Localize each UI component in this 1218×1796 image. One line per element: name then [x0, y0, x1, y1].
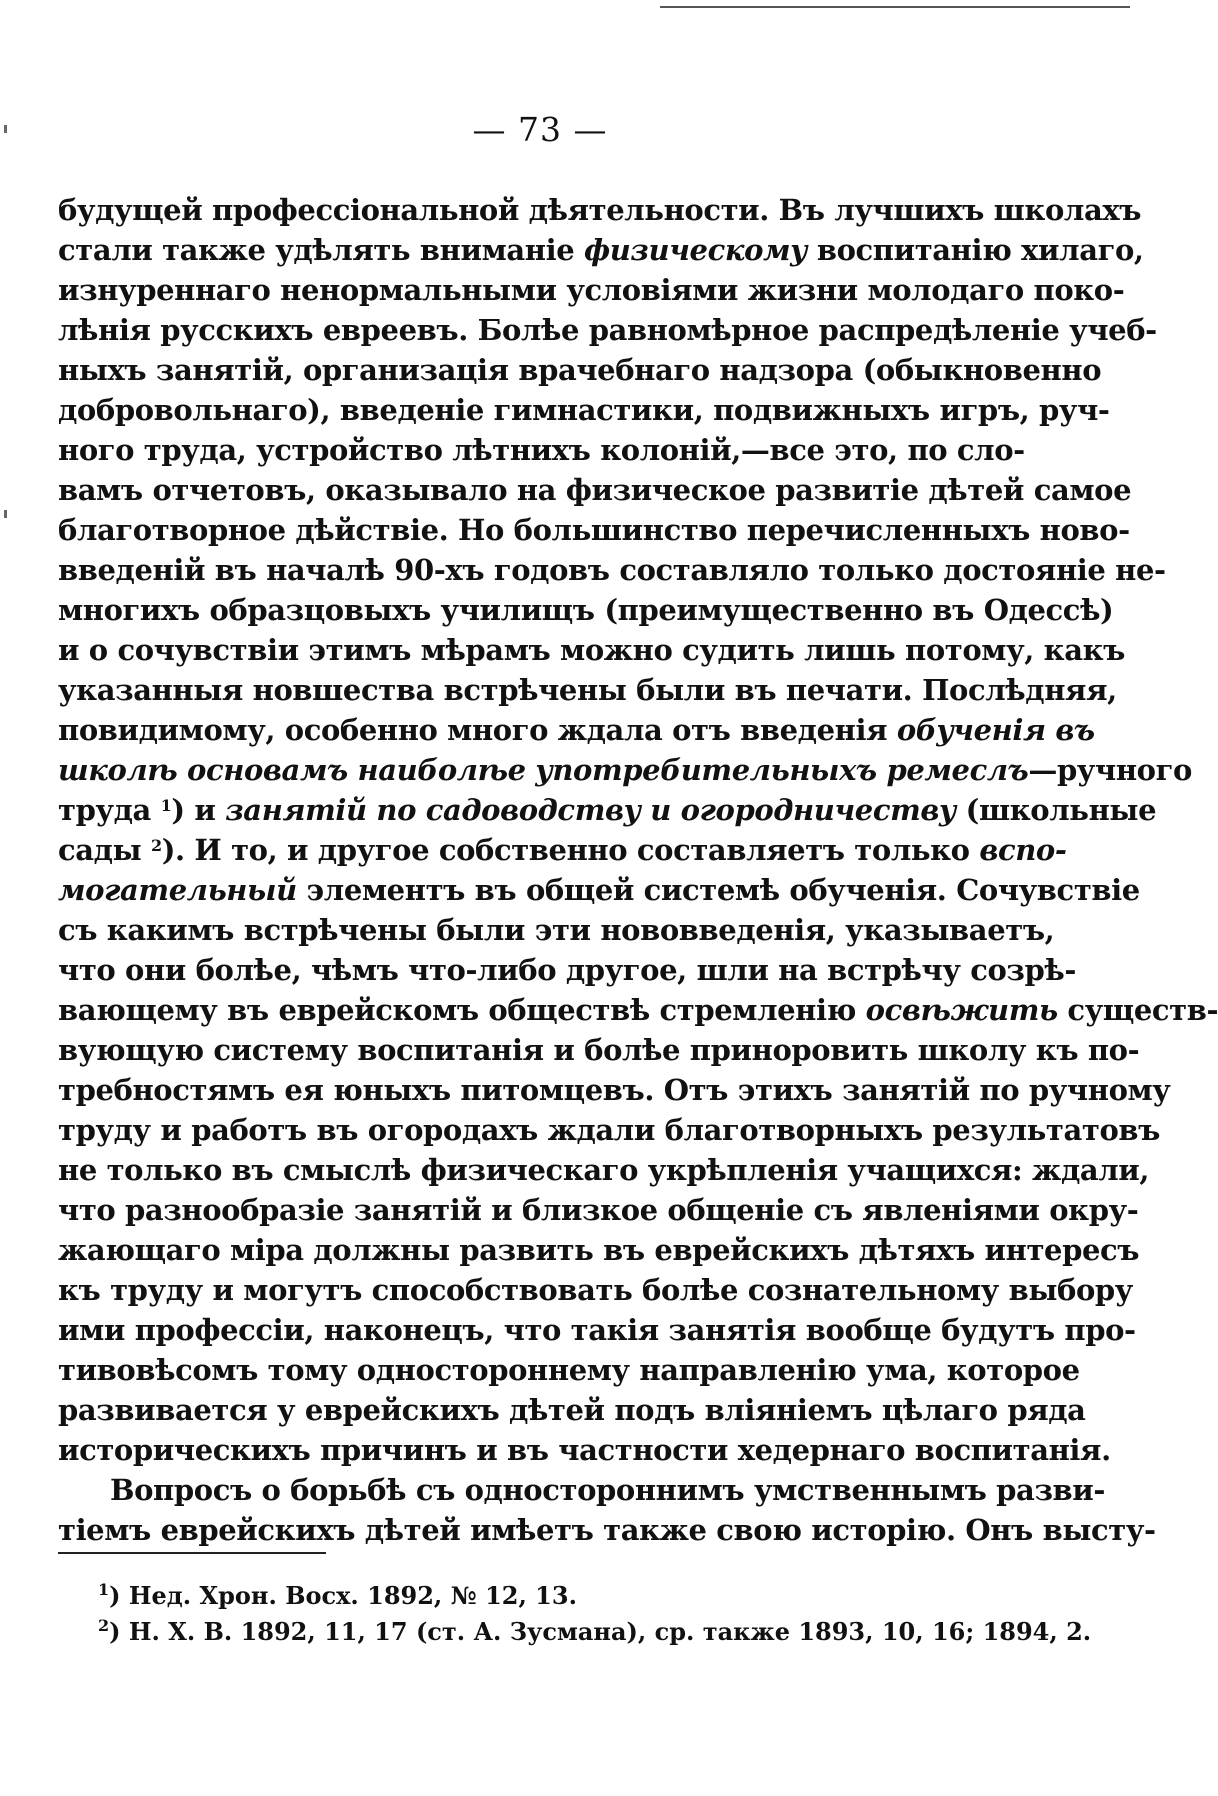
text-span: жающаго міра должны развить въ еврейскихъ дѣтяхъ интересъ: [58, 1233, 1140, 1267]
footnote-text: ) Н. Х. В. 1892, 11, 17 (ст. А. Зусмана), ср. также 1893, 10, 16; 1894, 2.: [109, 1617, 1092, 1646]
text-span: и о сочувствіи этимъ мѣрамъ можно судить лишь потому, какъ: [58, 633, 1125, 667]
text-span: будущей профессіональной дѣятельности. Въ лучшихъ школахъ: [58, 193, 1142, 227]
text-line: [58, 950, 1077, 990]
text-line: [58, 1070, 1171, 1110]
italic-text: занятій по садоводству и огородничеству: [225, 793, 956, 827]
text-span: историческихъ причинъ и въ частности хедернаго воспитанія.: [58, 1433, 1111, 1467]
text-span: повидимому, особенно много ждала отъ введенія: [58, 713, 897, 747]
text-line: [58, 750, 1192, 790]
text-line: [58, 510, 1130, 550]
footnotes: [98, 1578, 1092, 1650]
text-line: [58, 1110, 1161, 1150]
text-line: [58, 1230, 1140, 1270]
text-span: введеній въ началѣ 90-хъ годовъ составляло только достояніе не-: [58, 553, 1166, 587]
italic-text: вспо-: [979, 833, 1067, 867]
text-line: [58, 430, 1025, 470]
text-span: ). И то, и другое собственно составляетъ только: [161, 833, 980, 867]
text-span: (школьные: [955, 793, 1157, 827]
text-line: [58, 310, 1157, 350]
text-line: [58, 390, 1110, 430]
text-line: [58, 1150, 1150, 1190]
text-line: [58, 550, 1166, 590]
footnote-text: ) Нед. Хрон. Восх. 1892, № 12, 13.: [109, 1581, 577, 1610]
text-span: элементъ въ общей системѣ обученія. Сочувствіе: [296, 873, 1140, 907]
text-line: [58, 1510, 1156, 1550]
text-span: изнуреннаго ненормальными условіями жизни молодаго поко-: [58, 273, 1125, 307]
footnote: [98, 1578, 1008, 1614]
text-line: [58, 1390, 1086, 1430]
body-text: [58, 190, 1218, 1550]
text-span: труду и работъ въ огородахъ ждали благотворныхъ результатовъ: [58, 1113, 1161, 1147]
text-line: [58, 1470, 1106, 1510]
text-line: [58, 1310, 1136, 1350]
text-span: Вопросъ о борьбѣ съ одностороннимъ умственнымъ разви-: [110, 1473, 1106, 1507]
text-span: тивовѣсомъ тому одностороннему направленію ума, которое: [58, 1353, 1080, 1387]
text-span: лѣнія русскихъ евреевъ. Болѣе равномѣрное распредѣленіе учеб-: [58, 313, 1157, 347]
text-span: развивается у еврейскихъ дѣтей подъ вліяніемъ цѣлаго ряда: [58, 1393, 1086, 1427]
text-span: добровольнаго), введеніе гимнастики, подвижныхъ игръ, руч-: [58, 393, 1110, 427]
footnote-mark: 1: [98, 1580, 110, 1599]
text-span: ныхъ занятій, организація врачебнаго надзора (обыкновенно: [58, 353, 1102, 387]
text-line: [58, 1350, 1080, 1390]
text-line: [58, 670, 1117, 710]
text-line: [58, 1030, 1140, 1070]
text-line: [58, 190, 1142, 230]
text-line: [58, 470, 1132, 510]
italic-text: освѣжить: [865, 993, 1058, 1027]
italic-text: обученія въ: [896, 713, 1095, 747]
text-span: ного труда, устройство лѣтнихъ колоній,—все это, по сло-: [58, 433, 1025, 467]
text-span: —ручного: [1028, 753, 1192, 787]
margin-mark: [4, 510, 7, 518]
text-span: къ труду и могутъ способствовать болѣе сознательному выбору: [58, 1273, 1133, 1307]
text-line: [58, 1190, 1139, 1230]
text-span: стали также удѣлять вниманіе: [58, 233, 584, 267]
text-span: благотворное дѣйствіе. Но большинство перечисленныхъ ново-: [58, 513, 1130, 547]
text-span: что они болѣе, чѣмъ что-либо другое, шли на встрѣчу созрѣ-: [58, 953, 1077, 987]
footnote-mark: 2: [98, 1616, 110, 1635]
text-span: требностямъ ея юныхъ питомцевъ. Отъ этихъ занятій по ручному: [58, 1073, 1171, 1107]
text-span: указанныя новшества встрѣчены были въ печати. Послѣдняя,: [58, 673, 1117, 707]
text-line: [58, 1270, 1133, 1310]
text-line: [58, 870, 1140, 910]
footnote: [98, 1614, 1092, 1650]
text-span: ими профессіи, наконецъ, что такія занятія вообще будутъ про-: [58, 1313, 1136, 1347]
text-line: [58, 710, 1095, 750]
text-span: не только въ смыслѣ физическаго укрѣпленія учащихся: ждали,: [58, 1153, 1150, 1187]
text-line: [58, 230, 1144, 270]
text-span: тіемъ еврейскихъ дѣтей имѣетъ также свою исторію. Онъ высту-: [58, 1513, 1156, 1547]
italic-text: школѣ основамъ наиболѣе употребительныхъ ремеслъ: [58, 753, 1029, 787]
text-span: вамъ отчетовъ, оказывало на физическое развитіе дѣтей самое: [58, 473, 1132, 507]
text-span: ) и: [171, 793, 226, 827]
footnote-ref: 2: [150, 836, 162, 855]
text-line: [58, 990, 1218, 1030]
text-line: [58, 1430, 1111, 1470]
italic-text: могательный: [58, 873, 297, 907]
text-line: [58, 630, 1125, 670]
text-line: [58, 790, 1157, 830]
text-span: вающему въ еврейскомъ обществѣ стремленію: [58, 993, 866, 1027]
text-span: существ-: [1057, 993, 1218, 1027]
page-number: — 73 —: [472, 110, 608, 149]
text-line: [58, 830, 1067, 870]
scan-edge-rule: [660, 6, 1130, 8]
text-line: [58, 270, 1125, 310]
text-span: вующую систему воспитанія и болѣе приноровить школу къ по-: [58, 1033, 1140, 1067]
italic-text: физическому: [583, 233, 808, 267]
text-span: воспитанію хилаго,: [807, 233, 1144, 267]
text-span: сады: [58, 833, 151, 867]
text-span: труда: [58, 793, 161, 827]
footnote-ref: 1: [160, 796, 172, 815]
text-span: многихъ образцовыхъ училищъ (преимущественно въ Одессѣ): [58, 593, 1114, 627]
text-span: что разнообразіе занятій и близкое общеніе съ явленіями окру-: [58, 1193, 1139, 1227]
footnote-separator: [58, 1552, 326, 1554]
text-line: [58, 350, 1102, 390]
text-span: съ какимъ встрѣчены были эти нововведенія, указываетъ,: [58, 913, 1055, 947]
text-line: [58, 590, 1114, 630]
text-line: [58, 910, 1055, 950]
